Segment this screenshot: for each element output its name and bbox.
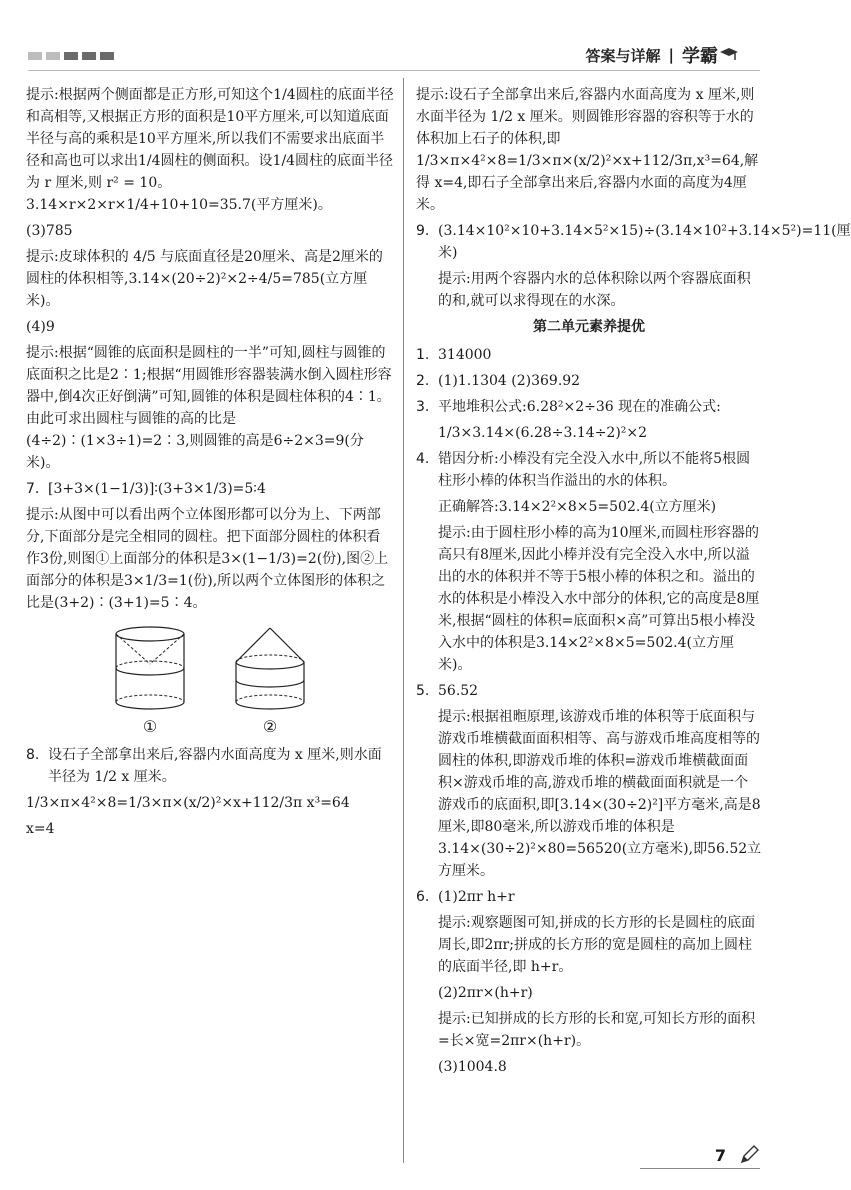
question-8 xyxy=(26,744,394,788)
answer-item-1 xyxy=(416,344,762,366)
hint-paragraph: 提示:由于圆柱形小棒的高为10厘米,而圆柱形容器的高只有8厘米,因此小棒并没有完全没入水中,所以溢出的水的体积并不等于5根小棒的体积之和。溢出的水的体积是小棒没入水中部分的体积,它的高度是8厘米,根据“圆柱的体积=底面积×高”可算出5根小棒没入水中的体积是3.14×2²×8×5=502.4(立方厘米)。 xyxy=(438,525,760,673)
question-answer: [3+3×(1−1/3)]∶(3+3×1/3)=5∶4 xyxy=(48,481,266,497)
right-column xyxy=(416,84,851,1082)
item-number: 1. xyxy=(416,347,430,363)
item-answer: 平地堆积公式:6.28²×2÷36 现在的准确公式: xyxy=(438,399,721,415)
answer-line: (3)785 xyxy=(26,223,73,239)
page-number: 7 xyxy=(714,1146,726,1165)
answer-item-5 xyxy=(416,680,762,702)
header-decoration xyxy=(28,52,114,60)
header-divider: | xyxy=(668,46,674,64)
answer-item-6 xyxy=(416,886,762,908)
hint-paragraph: 提示:从图中可以看出两个立体图形都可以分为上、下两部分,下面部分是完全相同的圆柱。把下面部分圆柱的体积看作3份,则图①上面部分的体积是3×(1−1/3)=2(份),图②上面部分的体积是3×1/3=1(份),所以两个立体图形的体积之比是(3+2)∶(3+1)=5∶4。 xyxy=(26,507,389,611)
page-header xyxy=(586,42,741,68)
answer-item-3 xyxy=(416,396,762,418)
item-answer: (1)2πr h+r xyxy=(438,889,515,905)
item-number: 4. xyxy=(416,451,430,467)
answer-line: x=4 xyxy=(26,821,55,837)
figure-label: ② xyxy=(262,717,278,736)
cone-on-cylinder-figure xyxy=(230,624,310,714)
equation-line: 1/3×π×4²×8=1/3×π×(x/2)²×x+112/3π x³=64 xyxy=(26,795,350,811)
pencil-icon xyxy=(738,1144,760,1166)
column-divider xyxy=(403,78,404,1163)
item-answer: (1)1.1304 (2)369.92 xyxy=(438,373,581,389)
figure-1 xyxy=(110,624,190,738)
answer-line: (3)1004.8 xyxy=(438,1059,507,1075)
question-number: 7. xyxy=(26,481,40,497)
answer-item-4 xyxy=(416,448,762,492)
answer-line: (2)2πr×(h+r) xyxy=(438,985,533,1001)
item-number: 5. xyxy=(416,683,430,699)
question-answer: 设石子全部拿出来后,容器内水面高度为 x 厘米,则水面半径为 1/2 x 厘米。 xyxy=(48,747,382,785)
hint-paragraph: 提示:根据两个侧面都是正方形,可知这个1/4圆柱的底面半径和高相等,又根据正方形的面积是10平方厘米,可以知道底面半径与高的乘积是10平方厘米,所以我们不需要求出底面半径和高也可以求出1/4圆柱的侧面积。设1/4圆柱的底面半径为 r 厘米,则 r² = 10。3.14×r×2×r×1/4+10+10=35.7(平方厘米)。 xyxy=(26,87,394,213)
hint-paragraph: 提示:已知拼成的长方形的长和宽,可知长方形的面积=长×宽=2πr×(h+r)。 xyxy=(438,1011,756,1049)
item-number: 6. xyxy=(416,889,430,905)
item-answer: 56.52 xyxy=(438,683,479,699)
header-rule xyxy=(28,70,760,71)
item-number: 2. xyxy=(416,373,430,389)
hint-paragraph: 提示:用两个容器内水的总体积除以两个容器底面积的和,就可以求得现在的水深。 xyxy=(438,271,751,309)
question-answer: (3.14×10²×10+3.14×5²×15)÷(3.14×10²+3.14×5²)=11(厘米) xyxy=(438,223,851,261)
hint-paragraph: 提示:设石子全部拿出来后,容器内水面高度为 x 厘米,则水面半径为 1/2 x 厘米。则圆锥形容器的容积等于水的体积加上石子的体积,即 1/3×π×4²×8=1/3×π×(x/2)²×x+112/3π,x³=64,解得 x=4,即石子全部拿出来后,容器内水面的高度为4厘米。 xyxy=(416,87,759,213)
left-column xyxy=(26,84,394,844)
error-analysis: 错因分析:小棒没有完全没入水中,所以不能将5根圆柱形小棒的体积当作溢出的水的体积。 xyxy=(438,451,751,489)
figure-row xyxy=(26,624,394,738)
item-number: 3. xyxy=(416,399,430,415)
footer-rule xyxy=(640,1168,760,1169)
header-title: 答案与详解 xyxy=(585,46,661,65)
answer-item-2 xyxy=(416,370,762,392)
question-number: 9. xyxy=(416,223,430,239)
answer-line: (4)9 xyxy=(26,319,55,335)
hint-paragraph: 提示:皮球体积的 4/5 与底面直径是20厘米、高是2厘米的圆柱的体积相等,3.14×(20÷2)²×2÷4/5=785(立方厘米)。 xyxy=(26,249,383,309)
figure-label: ① xyxy=(142,717,158,736)
hint-paragraph: 提示:观察题图可知,拼成的长方形的长是圆柱的底面周长,即2πr;拼成的长方形的宽是圆柱的高加上圆柱的底面半径,即 h+r。 xyxy=(438,915,756,975)
question-number: 8. xyxy=(26,747,40,763)
hint-paragraph: 提示:根据“圆锥的底面积是圆柱的一半”可知,圆柱与圆锥的底面积之比是2∶1;根据“用圆锥形容器装满水倒入圆柱形容器中,倒4次正好倒满”可知,圆锥的体积是圆柱体积的4∶1。由此可求出圆柱与圆锥的高的比是(4÷2)∶(1×3÷1)=2∶3,则圆锥的高是6÷2×3=9(分米)。 xyxy=(26,345,392,471)
question-7 xyxy=(26,478,394,500)
brand-logo: 学霸 xyxy=(682,46,718,67)
graduation-cap-icon xyxy=(718,46,740,64)
figure-2 xyxy=(230,624,310,738)
section-title: 第二单元素养提优 xyxy=(533,319,645,335)
item-answer: 314000 xyxy=(438,347,492,363)
formula-line: 1/3×3.14×(6.28÷3.14÷2)²×2 xyxy=(438,425,648,441)
question-9 xyxy=(416,220,851,264)
hint-paragraph: 提示:根据祖暅原理,该游戏币堆的体积等于底面积与游戏币堆横截面面积相等、高与游戏币堆高度相等的圆柱的体积,即游戏币堆的体积=游戏币堆横截面面积×游戏币堆的高,游戏币堆的横截面面积就是一个游戏币的底面积,即[3.14×(30÷2)²]平方毫米,高是8厘米,即80毫米,所以游戏币堆的体积是3.14×(30÷2)²×80=56520(立方毫米),即56.52立方厘米。 xyxy=(438,709,762,879)
cylinder-with-inverted-cone-figure xyxy=(110,624,190,714)
correct-solution: 正确解答:3.14×2²×8×5=502.4(立方厘米) xyxy=(438,499,717,515)
